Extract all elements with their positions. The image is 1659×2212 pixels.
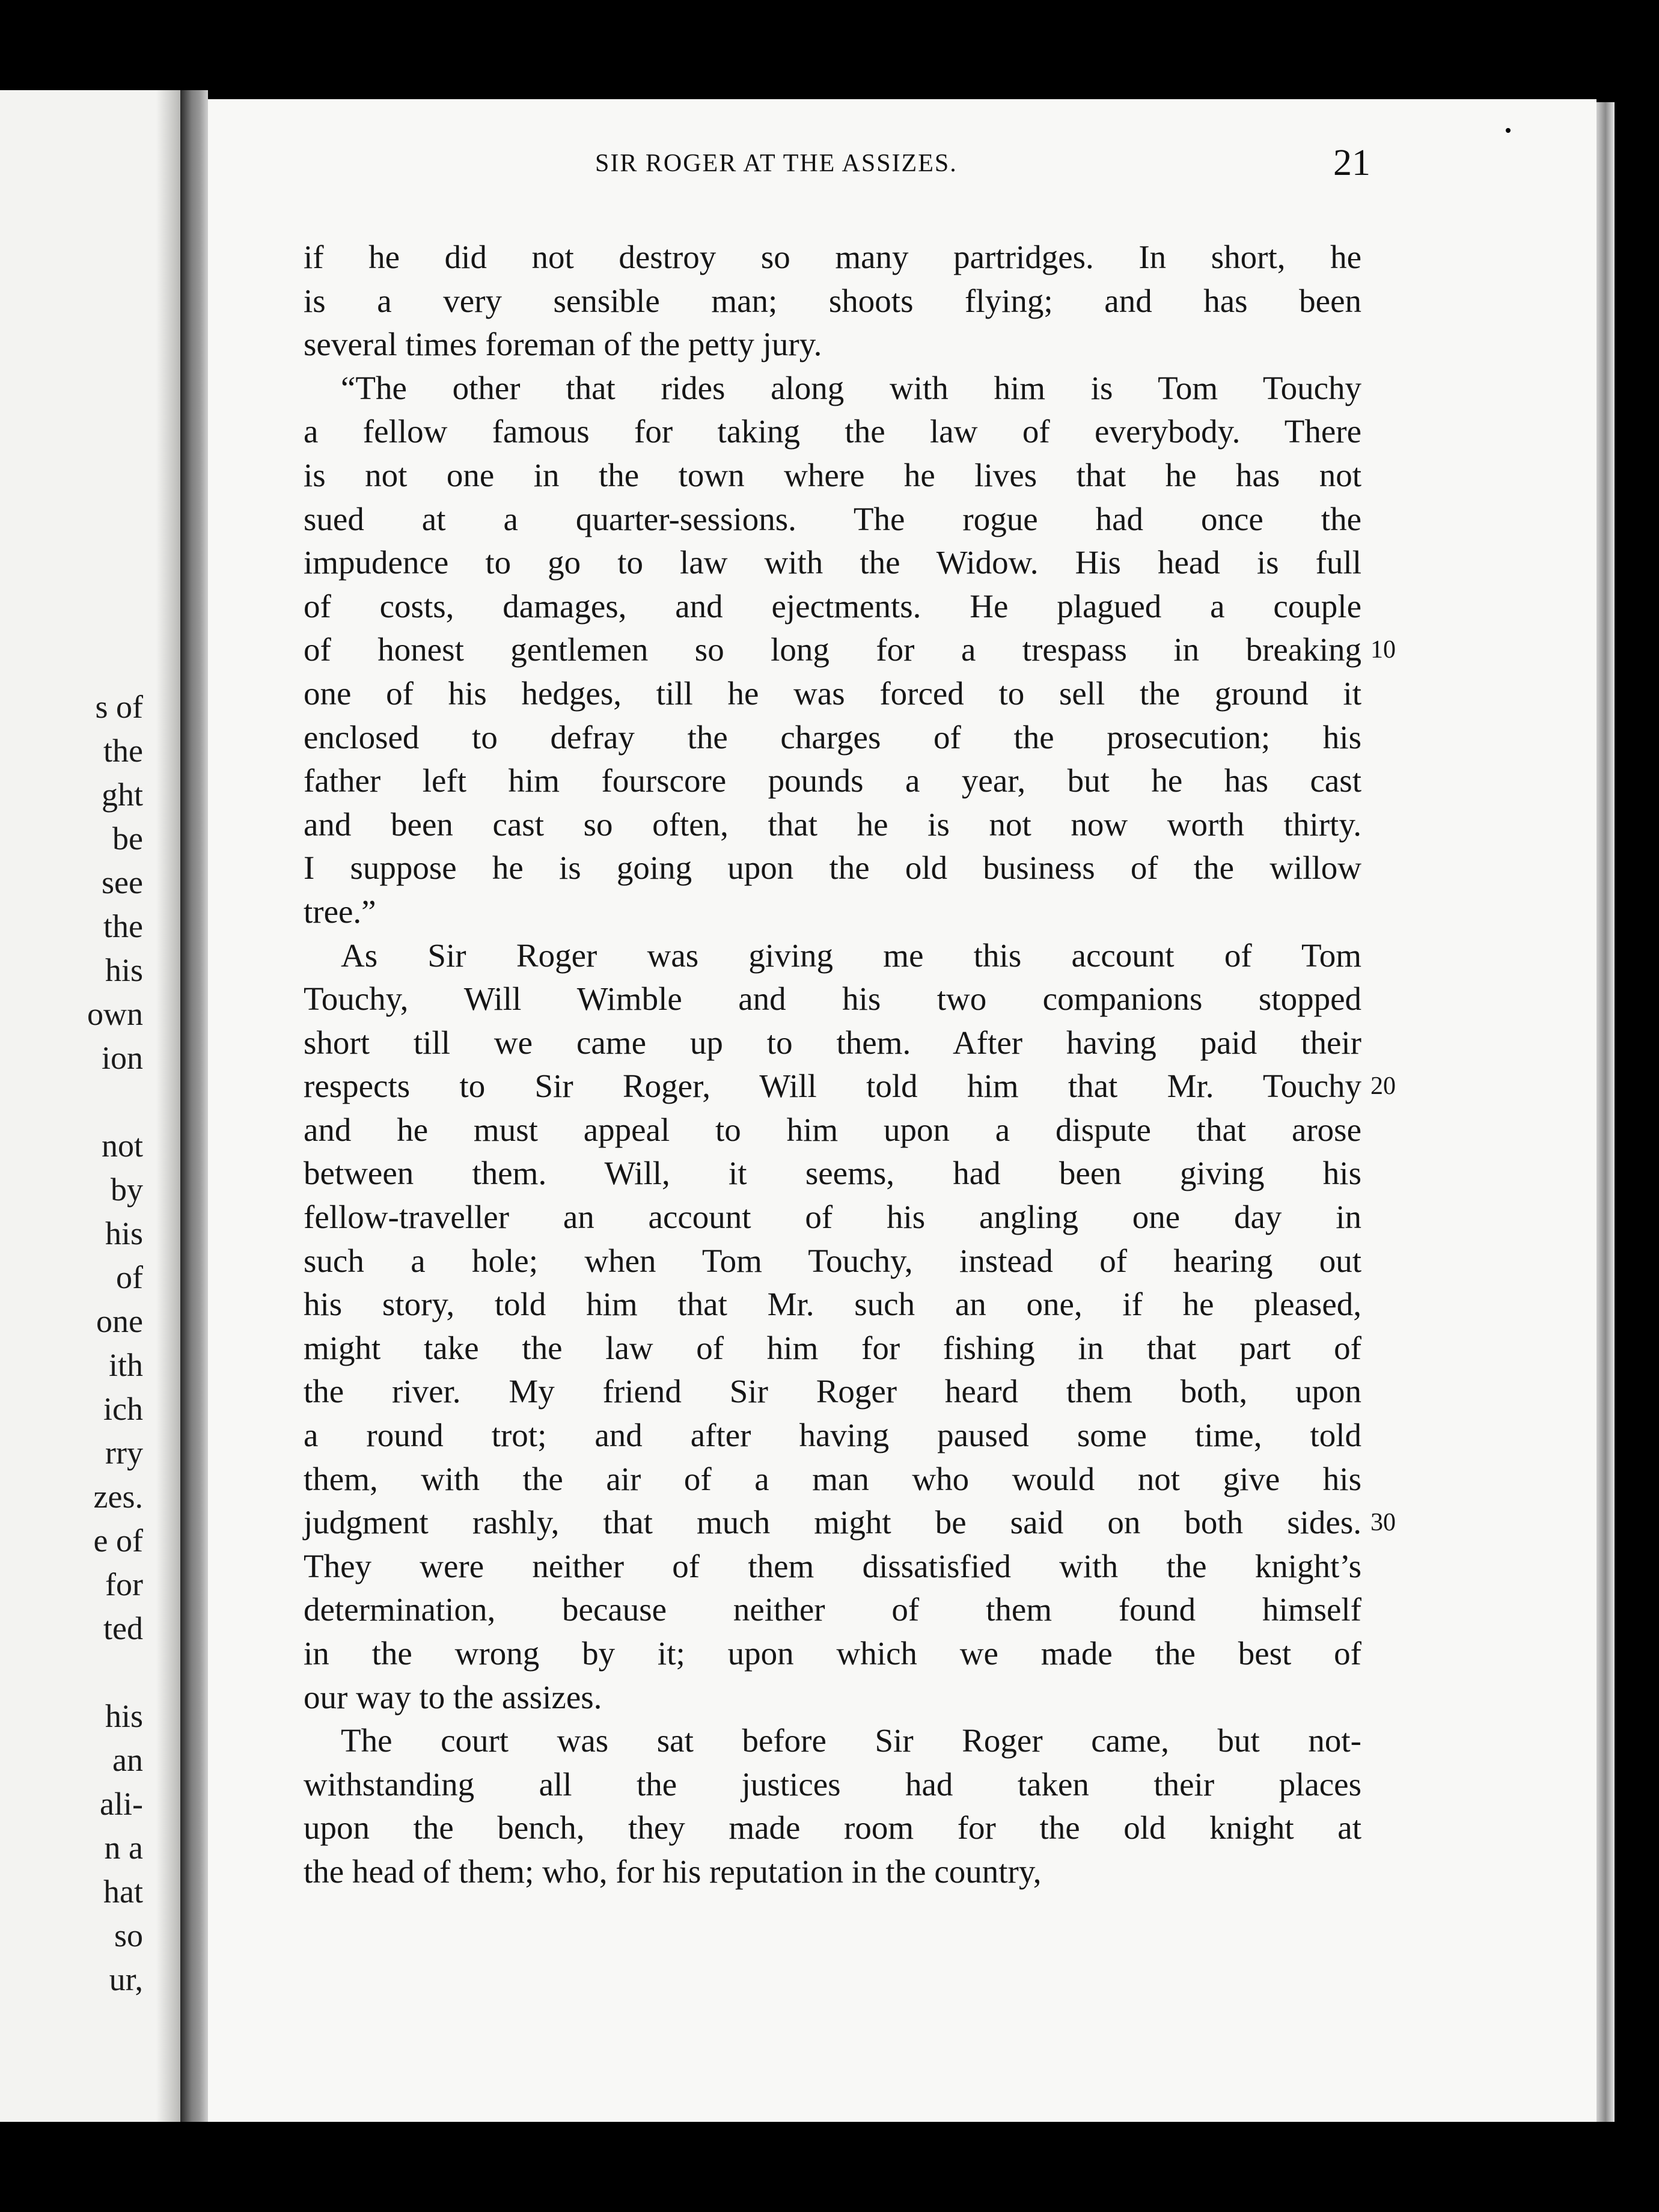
left-page-fragment: his <box>105 952 143 988</box>
left-page-fragment: ght <box>101 777 143 813</box>
text-line <box>304 323 1361 367</box>
text-line <box>304 1196 1361 1239</box>
text-line <box>304 846 1361 890</box>
left-page-fragment: ali- <box>100 1786 143 1822</box>
scan-speck <box>848 57 852 62</box>
left-page-fragment: for <box>105 1566 143 1602</box>
text-line-content: might take the law of him for fishing in that part of <box>304 1329 1361 1366</box>
left-page-fragment: so <box>114 1917 143 1954</box>
text-line <box>304 367 1361 411</box>
text-line-content: As Sir Roger was giving me this account of Tom <box>341 936 1361 974</box>
left-page-fragment: the <box>103 733 143 769</box>
text-line <box>304 1414 1361 1458</box>
text-line <box>304 1588 1361 1632</box>
text-line <box>304 280 1361 323</box>
text-line-content: his story, told him that Mr. such an one, if he pleased, <box>304 1286 1361 1323</box>
text-line <box>304 1283 1361 1327</box>
text-line <box>304 977 1361 1021</box>
text-line <box>304 1850 1361 1894</box>
running-head: SIR ROGER AT THE ASSIZES. <box>595 150 958 177</box>
text-line <box>304 1763 1361 1807</box>
text-line <box>304 410 1361 454</box>
page-number: 21 <box>1333 142 1370 183</box>
text-line <box>304 759 1361 803</box>
left-page-fragment: be <box>112 820 143 857</box>
left-page-fragment: see <box>102 864 143 900</box>
left-page-fragment: ted <box>103 1610 143 1646</box>
text-line <box>304 585 1361 629</box>
left-page-fragment: his <box>105 1698 143 1734</box>
text-line-content: of honest gentlemen so long for a trespass in breaking <box>304 631 1361 668</box>
text-line <box>304 454 1361 498</box>
text-line <box>304 541 1361 585</box>
book-binding <box>180 90 208 2122</box>
text-line-content: determination, because neither of them found himself <box>304 1591 1361 1628</box>
text-line-content: short till we came up to them. After having paid their <box>304 1024 1361 1061</box>
left-page-fragment: ur, <box>109 1961 143 1997</box>
text-line <box>304 236 1361 280</box>
text-line-content: them, with the air of a man who would not give his <box>304 1460 1361 1497</box>
text-line <box>304 1676 1361 1720</box>
text-line-content: “The other that rides along with him is Tom Touchy <box>341 369 1361 406</box>
text-line-content: is not one in the town where he lives that he has not <box>304 456 1361 493</box>
text-line-content: and been cast so often, that he is not now worth thirty. <box>304 805 1361 843</box>
left-page-fragment: not <box>101 1128 143 1164</box>
text-line-content: such a hole; when Tom Touchy, instead of hearing out <box>304 1242 1361 1279</box>
text-line-content: sued at a quarter-sessions. The rogue had once the <box>304 500 1361 537</box>
left-page-fragment: zes. <box>93 1479 143 1515</box>
line-number: 20 <box>1370 1072 1396 1101</box>
left-facing-page <box>0 90 180 2122</box>
line-number: 10 <box>1370 636 1396 664</box>
left-page-fragment: own <box>87 996 143 1032</box>
text-line-content: withstanding all the justices had taken their places <box>304 1765 1361 1803</box>
text-line <box>304 628 1396 672</box>
text-line-content: our way to the assizes. <box>304 1678 602 1716</box>
left-page-fragment: the <box>103 908 143 944</box>
text-line-content: in the wrong by it; upon which we made the best of <box>304 1635 1361 1672</box>
text-line <box>304 1545 1361 1589</box>
text-line-content: a round trot; and after having paused some time, told <box>304 1417 1361 1454</box>
text-line-content: if he did not destroy so many partridges. In short, he <box>304 239 1361 275</box>
text-line <box>304 1458 1361 1502</box>
text-line-content: is a very sensible man; shoots flying; and has been <box>304 282 1361 319</box>
text-line-content: The court was sat before Sir Roger came, but not- <box>341 1722 1361 1759</box>
text-line <box>304 498 1361 542</box>
text-line <box>304 1719 1361 1763</box>
text-line-content: the river. My friend Sir Roger heard them both, upon <box>304 1373 1361 1410</box>
text-line-content: I suppose he is going upon the old business of the willow <box>304 849 1361 887</box>
text-line <box>304 1327 1361 1370</box>
text-line-content: one of his hedges, till he was forced to sell the ground it <box>304 674 1361 712</box>
page-header <box>391 144 1370 192</box>
text-line-content: Touchy, Will Wimble and his two companions stopped <box>304 980 1361 1018</box>
text-line-content: They were neither of them dissatisfied with the knight’s <box>304 1547 1361 1584</box>
text-line-content: father left him fourscore pounds a year, but he has cast <box>304 762 1361 799</box>
text-line <box>304 1152 1361 1196</box>
text-line <box>304 890 1361 934</box>
text-line-content: upon the bench, they made room for the old knight at <box>304 1809 1361 1847</box>
scan-speck <box>1506 128 1511 133</box>
body-text <box>304 236 1396 1894</box>
text-line <box>304 803 1361 847</box>
left-page-fragment: his <box>105 1215 143 1251</box>
text-line <box>304 1370 1361 1414</box>
text-line <box>304 672 1361 716</box>
text-line <box>304 1108 1361 1152</box>
left-page-fragment: one <box>96 1303 143 1339</box>
text-line-content: the head of them; who, for his reputation in the country, <box>304 1853 1042 1890</box>
left-gutter-shadow <box>156 90 180 2122</box>
left-page-fragment: by <box>111 1172 143 1208</box>
text-line-content: between them. Will, it seems, had been giving his <box>304 1155 1361 1192</box>
left-page-fragment: ith <box>108 1347 143 1383</box>
text-line <box>304 1806 1361 1850</box>
text-line-content: enclosed to defray the charges of the prosecution; his <box>304 718 1361 756</box>
left-page-fragment: s of <box>95 689 143 725</box>
text-line-content: fellow-traveller an account of his angling one day in <box>304 1199 1361 1236</box>
text-line-content: a fellow famous for taking the law of everybody. There <box>304 413 1361 450</box>
text-line-content: tree.” <box>304 893 376 930</box>
text-line <box>304 1065 1396 1108</box>
line-number: 30 <box>1370 1509 1396 1537</box>
page-edge <box>1596 102 1615 2122</box>
left-page-fragment: rry <box>105 1435 143 1471</box>
text-line <box>304 1239 1361 1283</box>
text-line-content: several times foreman of the petty jury. <box>304 326 822 363</box>
left-page-fragment: hat <box>103 1874 143 1910</box>
left-page-fragment: of <box>116 1259 143 1295</box>
text-line-content: of costs, damages, and ejectments. He plagued a couple <box>304 587 1361 625</box>
left-page-fragment: ich <box>103 1391 143 1427</box>
left-page-fragment: e of <box>93 1523 143 1559</box>
text-line-content: impudence to go to law with the Widow. His head is full <box>304 544 1361 581</box>
left-page-fragment: n a <box>104 1830 143 1866</box>
left-page-fragment: ion <box>101 1040 143 1076</box>
text-line <box>304 1632 1361 1676</box>
text-line-content: and he must appeal to him upon a dispute that arose <box>304 1111 1361 1148</box>
text-line-content: respects to Sir Roger, Will told him that Mr. Touchy <box>304 1068 1361 1105</box>
text-line <box>304 934 1361 978</box>
text-line-content: judgment rashly, that much might be said on both sides. <box>304 1504 1361 1541</box>
text-line <box>304 1021 1361 1065</box>
left-page-fragment: an <box>112 1742 143 1778</box>
text-line <box>304 716 1361 760</box>
text-line <box>304 1501 1396 1545</box>
